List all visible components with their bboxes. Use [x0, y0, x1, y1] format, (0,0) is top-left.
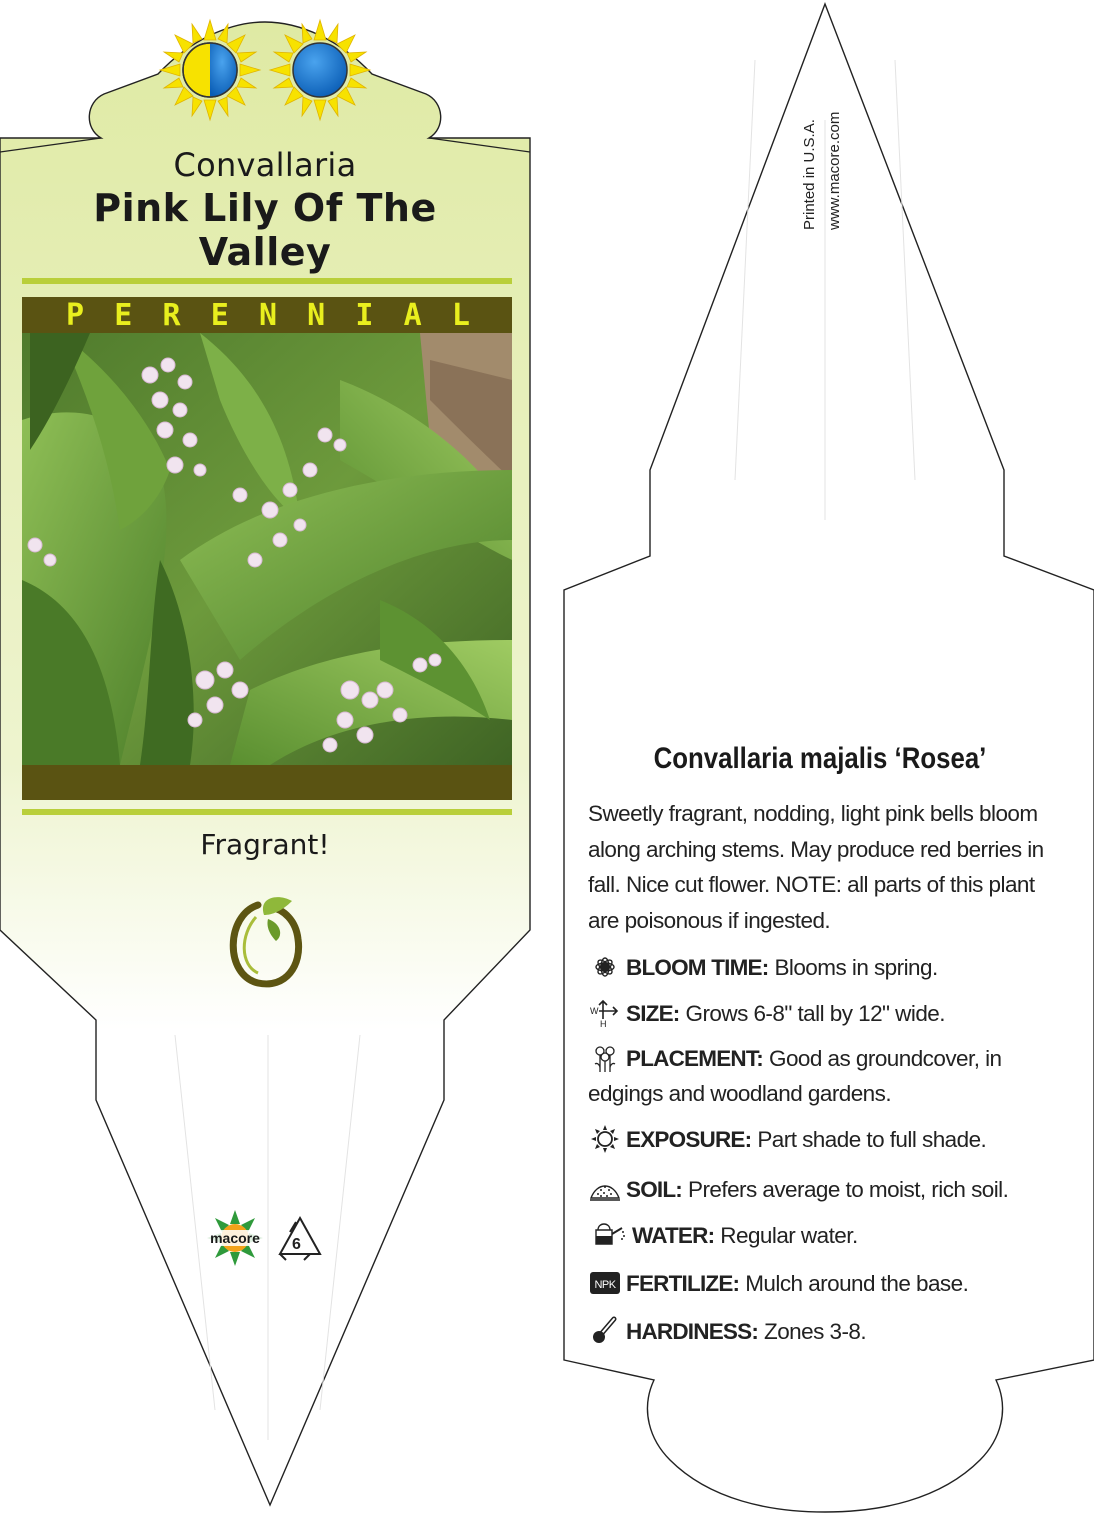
attr-exposure	[588, 1122, 1068, 1157]
photo-bottom-band	[22, 765, 512, 800]
npk-text: NPK	[594, 1279, 616, 1291]
attr-value: Good as groundcover, in edgings and woodland gardens.	[588, 1046, 1002, 1106]
accent-line-top	[22, 278, 512, 284]
category-label	[22, 297, 512, 333]
attr-value: Mulch around the base.	[745, 1271, 969, 1296]
category-letter: I	[355, 297, 374, 333]
printed-in: Printed in U.S.A.	[801, 119, 818, 230]
attr-label: EXPOSURE:	[626, 1127, 752, 1152]
size-w: W	[590, 1006, 598, 1016]
tagline: Fragrant!	[200, 828, 330, 861]
attr-label: WATER:	[632, 1223, 715, 1248]
size-h: H	[600, 1019, 606, 1029]
attr-size	[588, 996, 1068, 1031]
plant-photo	[22, 333, 512, 765]
plants-icon	[588, 1042, 622, 1076]
attr-label: SIZE:	[626, 1001, 680, 1026]
attr-fertilize	[588, 1266, 1068, 1301]
attr-label: HARDINESS:	[626, 1319, 759, 1344]
attr-value: Blooms in spring.	[774, 955, 938, 980]
category-letter: P	[66, 297, 85, 333]
genus-label: Convallaria	[173, 146, 357, 184]
description: Sweetly fragrant, nodding, light pink bells bloom along arching stems. May produce red berries in fall. Nice cut flower. NOTE: all parts of this plant are poisonous if ingested.	[588, 801, 1044, 933]
attr-value: Prefers average to moist, rich soil.	[688, 1177, 1009, 1202]
scientific-name: Convallaria majalis ‘Rosea’	[653, 742, 987, 775]
category-letter: L	[451, 297, 470, 333]
attr-value: Regular water.	[720, 1223, 858, 1248]
common-name-line1: Pink Lily Of The	[93, 186, 437, 230]
attr-bloom-time	[588, 950, 1068, 985]
common-name	[30, 186, 500, 274]
attr-placement	[588, 1041, 1068, 1111]
attr-hardiness	[588, 1314, 1068, 1349]
category-letter: E	[210, 297, 229, 333]
sun-outline-icon	[588, 1122, 622, 1156]
part-sun-icon	[160, 20, 260, 120]
attr-label: FERTILIZE:	[626, 1271, 740, 1296]
attr-label: PLACEMENT:	[626, 1046, 763, 1071]
full-shade-icon	[270, 20, 370, 120]
attr-value: Zones 3-8.	[764, 1319, 867, 1344]
attr-value: Part shade to full shade.	[757, 1127, 987, 1152]
attr-soil	[588, 1172, 1068, 1207]
accent-line-bottom	[22, 809, 512, 815]
soil-pile-icon	[588, 1172, 622, 1206]
category-letter: R	[162, 297, 181, 333]
attr-label: SOIL:	[626, 1177, 682, 1202]
category-letter: E	[114, 297, 133, 333]
category-letter: N	[307, 297, 326, 333]
attr-water	[588, 1218, 1068, 1253]
common-name-line2: Valley	[198, 230, 332, 274]
npk-icon	[588, 1266, 622, 1300]
brand-name: macore	[210, 1230, 260, 1246]
size-arrows-icon	[588, 996, 622, 1030]
category-letter: N	[258, 297, 277, 333]
attr-value: Grows 6-8" tall by 12" wide.	[685, 1001, 945, 1026]
watering-can-icon	[588, 1218, 628, 1252]
thermometer-icon	[588, 1314, 622, 1348]
category-letter: A	[403, 297, 422, 333]
recycle-number: 6	[292, 1236, 301, 1253]
attr-label: BLOOM TIME:	[626, 955, 769, 980]
website: www.macore.com	[826, 111, 843, 230]
flower-icon	[588, 950, 622, 984]
